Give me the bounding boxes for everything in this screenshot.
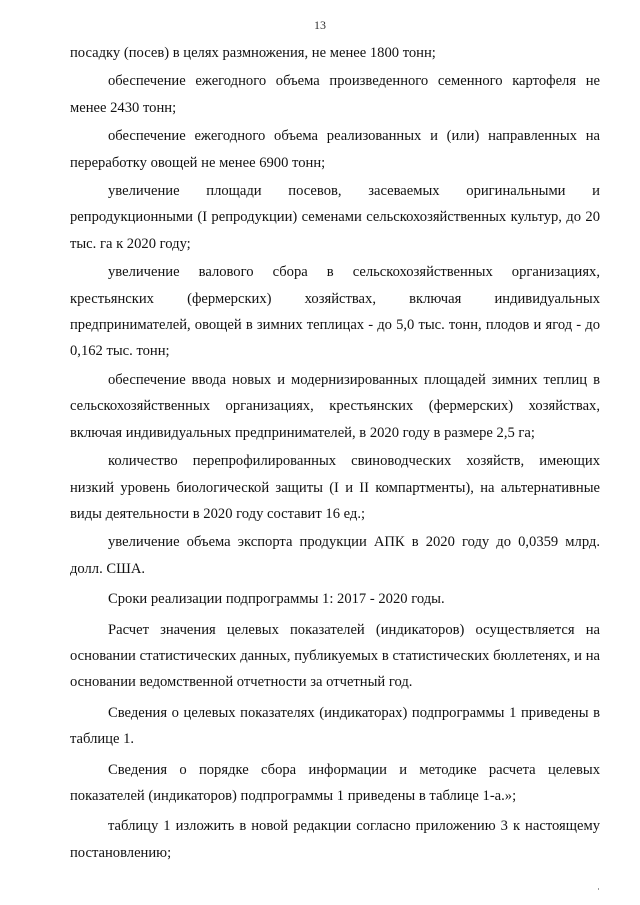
paragraph-pig-farms: количество перепрофилированных свиноводческих хозяйств, имеющих низкий уровень биологической защиты (I и II компартменты), на альтернативные виды деятельности в 2020 году составит 16 ед.; bbox=[70, 453, 600, 522]
paragraph-timeline: Сроки реализации подпрограммы 1: 2017 - 2020 годы. bbox=[108, 591, 445, 608]
paragraph-seed-potato: обеспечение ежегодного объема произведенного семенного картофеля не менее 2430 тонн; bbox=[70, 73, 600, 116]
paragraph-export: увеличение объема экспорта продукции АПК в 2020 году до 0,0359 млрд. долл. США. bbox=[70, 534, 600, 577]
paragraph-seed-planting: посадку (посев) в целях размножения, не менее 1800 тонн; bbox=[70, 45, 436, 61]
page-number: 13 bbox=[314, 18, 326, 32]
scan-speck bbox=[598, 888, 599, 890]
paragraph-table-1a-info: Сведения о порядке сбора информации и методике расчета целевых показателей (индикаторов) подпрограммы 1 приведены в таблице 1-а.»; bbox=[70, 761, 600, 804]
paragraph-greenhouses: обеспечение ввода новых и модернизированных площадей зимних теплиц в сельскохозяйственных организациях, крестьянских (фермерских) хозяйствах, включая индивидуальных предпринимателей, в 2020 году в размере 2,5 га; bbox=[70, 371, 600, 441]
paragraph-sown-area: увеличение площади посевов, засеваемых оригинальными и репродукционными (I репродукции) семенами сельскохозяйственных культур, до 20 тыс. га к 2020 году; bbox=[70, 183, 600, 252]
document-body bbox=[70, 40, 600, 868]
paragraph-table-1-info: Сведения о целевых показателях (индикаторах) подпрограммы 1 приведены в таблице 1. bbox=[70, 704, 600, 748]
paragraph-calculation: Расчет значения целевых показателей (индикаторов) осуществляется на основании статистических данных, публикуемых в статистических бюллетенях, и на основании ведомственной отчетности за отчетный год. bbox=[70, 621, 600, 691]
paragraph-vegetables-sold: обеспечение ежегодного объема реализованных и (или) направленных на переработку овощей не менее 6900 тонн; bbox=[70, 128, 600, 171]
paragraph-gross-harvest: увеличение валового сбора в сельскохозяйственных организациях, крестьянских (фермерских) хозяйствах, включая индивидуальных предпринимателей, овощей в зимних теплицах - до 5,0 тыс. тонн, плодов и ягод - до 0,162 тыс. тонн; bbox=[70, 264, 600, 360]
paragraph-table-1-amendment: таблицу 1 изложить в новой редакции согласно приложению 3 к настоящему постановлению; bbox=[70, 818, 600, 861]
